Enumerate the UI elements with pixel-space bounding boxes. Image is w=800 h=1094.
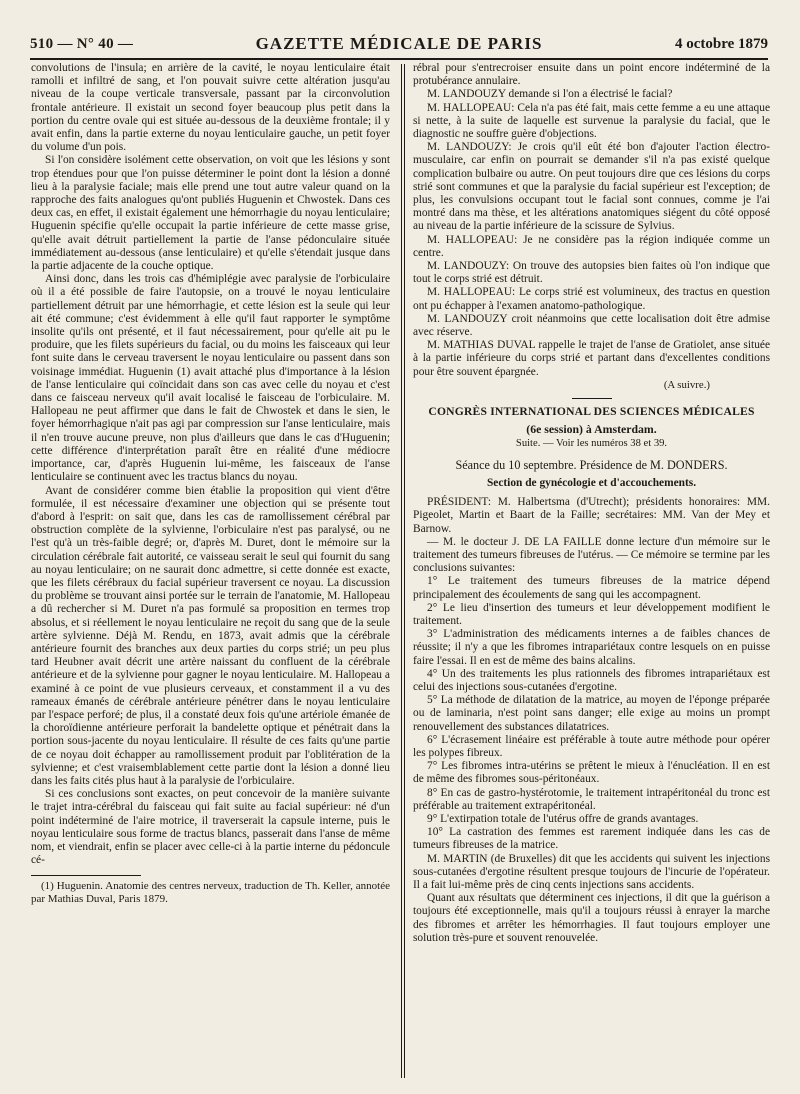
paragraph: M. LANDOUZY: On trouve des autopsies bien faites où l'on indique que tout le corps strié est détruit. [413, 260, 770, 286]
right-column [413, 62, 770, 1072]
conclusion-item: 6° L'écrasement linéaire est préférable à toute autre méthode pour opérer les polypes fibreux. [413, 733, 770, 759]
conclusion-item: 1° Le traitement des tumeurs fibreuses de la matrice dépend principalement des écoulements de sang qui les accompagnent. [413, 575, 770, 601]
page-header [30, 34, 768, 56]
column-divider-double [404, 64, 405, 1078]
conclusion-item: 9° L'extirpation totale de l'utérus offre de grands avantages. [427, 812, 699, 825]
paragraph: Ainsi donc, dans les trois cas d'hémiplégie avec paralysie de l'orbiculaire où il a été possible de faire l'autopsie, on a trouvé le noyau lenticulaire partiellement détruit par une hémorrhagie, et cette lésion est la seule qui leur ait été commune; c'est évidemment à elle qu'il faut rapporter le symptôme insolite qu'ils ont présenté, et il faut nécessairement, pour qu'elle ait pu le produire, que les filets supérieurs du facial, ou du moins les faisceaux qui leur font suite dans le cerveau traversent le noyau lenticulaire ou passent dans son voisinage immédiat. Huguenin (1) avait attaché plus d'importance à la lésion de l'anse lenticulaire qui coïncidait dans son cas avec celle du noyau et c'est dans ce faisceau nerveux qu'il avait localisé le faisceau de l'orbiculaire. M. Hallopeau ne peut affirmer que dans le fait de Chwostek et dans le sien, le foyer hémorrhagique n'ait pas agi par compression sur l'anse lenticulaire, mais il n'en trouve aucune preuve, non plus d'ailleurs que dans le cas d'Huguenin; cette différence d'interprétation paraît être en réalité d'une médiocre importance, car, d'après Huguenin lui-même, les faisceaux de l'anse lenticulaire se continuent avec les tractus blancs du noyau. [31, 273, 390, 484]
conclusion-item: 7° Les fibromes intra-utérins se prêtent le mieux à l'énucléation. Il en est de même des fibromes sous-péritonéaux. [413, 760, 770, 786]
footnote: (1) Huguenin. Anatomie des centres nerveux, traduction de Th. Keller, annotée par Mathias Duval, Paris 1879. [31, 880, 390, 905]
footnote-rule [31, 875, 141, 876]
conclusion-item: 3° L'administration des médicaments internes a de faibles chances de réussite; il n'y a que les fibromes intrapariétaux contre lesquels on en puisse faire l'essai. Il en est de même des bains alcalins. [413, 628, 770, 667]
conclusion-item: 2° Le lieu d'insertion des tumeurs et leur développement modifient le traitement. [413, 601, 770, 627]
suite-note: Suite. — Voir les numéros 38 et 39. [515, 438, 668, 450]
paragraph: M. HALLOPEAU: Le corps strié est volumineux, des tractus en question ont pu échapper à l'examen anatomo-pathologique. [413, 286, 770, 312]
conclusion-item: 10° La castration des femmes est rarement indiquée dans les cas de tumeurs fibreuses de la matrice. [413, 826, 770, 852]
section-separator [572, 398, 612, 399]
paragraph: M. LANDOUZY demande si l'on a électrisé le facial? [427, 88, 673, 101]
paragraph: PRÉSIDENT: M. Halbertsma (d'Utrecht); présidents honoraires: MM. Pigeolet, Martin et Baart de la Faille; secrétaires: MM. Van der Mey et Barnow. [413, 496, 770, 535]
paragraph: M. MATHIAS DUVAL rappelle le trajet de l'anse de Gratiolet, anse située à la partie inférieure du corps strié et partant dans d'excellentes conditions pour être souvent épargnée. [413, 339, 770, 378]
a-suivre-note: (A suivre.) [663, 378, 710, 391]
conclusion-item: 4° Un des traitements les plus rationnels des fibromes intrapariétaux est celui des injections sous-cutanées d'ergotine. [413, 667, 770, 693]
paragraph: convolutions de l'insula; en arrière de la cavité, le noyau lenticulaire était ramolli et infiltré de sang, et l'on pouvait suivre cette altération jusqu'au niveau de la coupe verticale transversale, passant par la circonvolution frontale antérieure. Il existait un second foyer beaucoup plus petit dans la portion du centre ovale qui est située au-dessous de la deuxième frontale; il y avait enfin, dans la partie externe du noyau lenticulaire gauche, un petit foyer du volume d'un pois. [31, 62, 390, 154]
paragraph: Si l'on considère isolément cette observation, on voit que les lésions y sont trop étendues pour que l'on puisse déterminer le point dont la lésion a donné lieu à la paralysie faciale; mais elle prend une tout autre valeur quand on la rapproche des faits analogues qu'ont publiés Huguenin et Chwostek. Dans ces deux cas, en effet, il existait également une hémorrhagie du noyau lenticulaire; Huguenin spécifie qu'elle occupait la partie inférieure de cette masse grise, qu'elle avait détruit partiellement la partie de l'anse pédonculaire située immédiatement au-dessous (anse lenticulaire) et qu'elle s'étendait jusque dans la partie adjacente de la couche optique. [31, 154, 390, 273]
left-column [31, 62, 390, 1072]
paragraph: Si ces conclusions sont exactes, on peut concevoir de la manière suivante le trajet intra-cérébral du faisceau qui fait suite au facial supérieur: né d'un point indéterminé de l'aire motrice, il traverserait la capsule interne, puis le noyau lenticulaire sous forme de tractus blancs, passerait dans l'anse de même nom, et viendrait, enfin se placer avec celle-ci à la partie interne du pédoncule cé- [31, 788, 390, 867]
session-title: (6e session) à Amsterdam. [526, 422, 657, 437]
paragraph: M. LANDOUZY croit néanmoins que cette localisation doit être admise avec réserve. [413, 312, 770, 339]
paragraph: rébral pour s'entrecroiser ensuite dans un point encore indéterminé de la protubérance annulaire. [413, 62, 770, 88]
header-rule [30, 58, 768, 60]
page-number: 510 — N° 40 — [30, 36, 134, 52]
conclusion-item: 5° La méthode de dilatation de la matrice, au moyen de l'éponge préparée ou de laminaria, n'est point sans danger; elle exige au moins un prompt renouvellement des substances dilatatrices. [413, 694, 770, 733]
paragraph: M. MARTIN (de Bruxelles) dit que les accidents qui suivent les injections sous-cutanées d'ergotine résultent presque toujours de l'incurie de l'opérateur. Il a fait lui-même près de cinq cents injections sans accidents. [413, 852, 770, 891]
paragraph: M. HALLOPEAU: Je ne considère pas la région indiquée comme un centre. [413, 233, 770, 259]
paragraph: Quant aux résultats que déterminent ces injections, il dit que la guérison a toujours été exceptionnelle, mais qu'il a toujours réussi à enrayer la marche des fibromes et arrêter les hémorrhagies. Il faut toujours employer une solution très-pure et souvent renouvelée. [413, 892, 770, 944]
column-divider [401, 64, 402, 1078]
paragraph: M. HALLOPEAU: Cela n'a pas été fait, mais cette femme a eu une attaque si nette, à la suite de laquelle est survenue la paralysie du facial, que le diagnostic ne souffre guère d'objections. [413, 101, 770, 141]
congress-title: CONGRÈS INTERNATIONAL DES SCIENCES MÉDICALES [428, 405, 755, 419]
seance-line: Séance du 10 septembre. Présidence de M. DONDERS. [455, 457, 728, 472]
section-title: Section de gynécologie et d'accouchements. [486, 476, 697, 489]
paragraph: — M. le docteur J. DE LA FAILLE donne lecture d'un mémoire sur le traitement des tumeurs fibreuses de l'utérus. — Ce mémoire se termine par les conclusions suivantes: [413, 535, 770, 575]
conclusion-item: 8° En cas de gastro-hystérotomie, le traitement intrapéritonéal du tronc est préférable au traitement extrapéritonéal. [413, 786, 770, 812]
issue-date: 4 octobre 1879 [674, 36, 768, 52]
paragraph: M. LANDOUZY: Je crois qu'il eût été bon d'ajouter l'action électro-musculaire, car enfin on pourrait se demander s'il n'a pas existé quelque complication bulbaire ou autre. On peut toujours dire que ces lésions du corps strié sont communes et que la paralysie du facial supérieur est l'exception; de plus, les convulsions occupant tout le facial sont connues, comme je l'ai montré dans ma thèse, et les altérations anatomiques siégent du côté opposé au niveau de la partie inférieure de la scissure de Sylvius. [413, 141, 770, 233]
journal-title: GAZETTE MÉDICALE DE PARIS [255, 34, 543, 53]
paragraph: Avant de considérer comme bien établie la proposition qui vient d'être formulée, il est nécessaire d'examiner une objection qui se présente tout d'abord à l'esprit: on sait que, dans les cas de ramollissement cérébral par obstruction complète de la sylvienne, l'orbiculaire n'est pas paralysé, ou ne l'est qu'à un très-faible degré; or, d'après M. Duret, dont le mémoire sur la circulation cérébrale fait autorité, ce vaisseau serait le seul qui fournit du sang au noyau lenticulaire; on ne saurait donc admettre, si cette donnée est exacte, que les filets cérébraux du facial supérieur traversent ce noyau. La discussion du problème se trouvant ainsi portée sur le terrain de l'anatomie, M. Hallopeau a dû rechercher si M. Duret n'a pas formulé sa proposition en termes trop absolus, et si réellement le noyau lenticulaire ne reçoit du sang que de la seule artère sylvienne. Déjà M. Rendu, en 1873, avait admis que la cérébrale antérieure fournit des branches aux deux parties du corps strié; un peu plus tard Heubner avait décrit une artère naissant du confluent de la cérébrale antérieure et de la sylvienne pour gagner le noyau lenticulaire. M. Hallopeau a examiné à ce point de vue plusieurs cerveaux, et constamment il a vu des rameaux émanés de cérébrale antérieure pénétrer dans le noyau lenticulaire par l'espace perforé; de plus, il a constaté deux fois qu'une artériole émanée de la choroïdienne antérieure perforait la bandelette optique et pénétrait dans la portion sous-jacente du noyau lenticulaire. Il résulte de ces faits qu'une partie de ce noyau doit échapper au ramollissement produit par l'oblitération de la sylvienne; et c'est vraisemblablement cette partie dont la lésion a donné lieu dans les faits cités plus haut à la paralysie de l'orbiculaire. [31, 484, 390, 787]
